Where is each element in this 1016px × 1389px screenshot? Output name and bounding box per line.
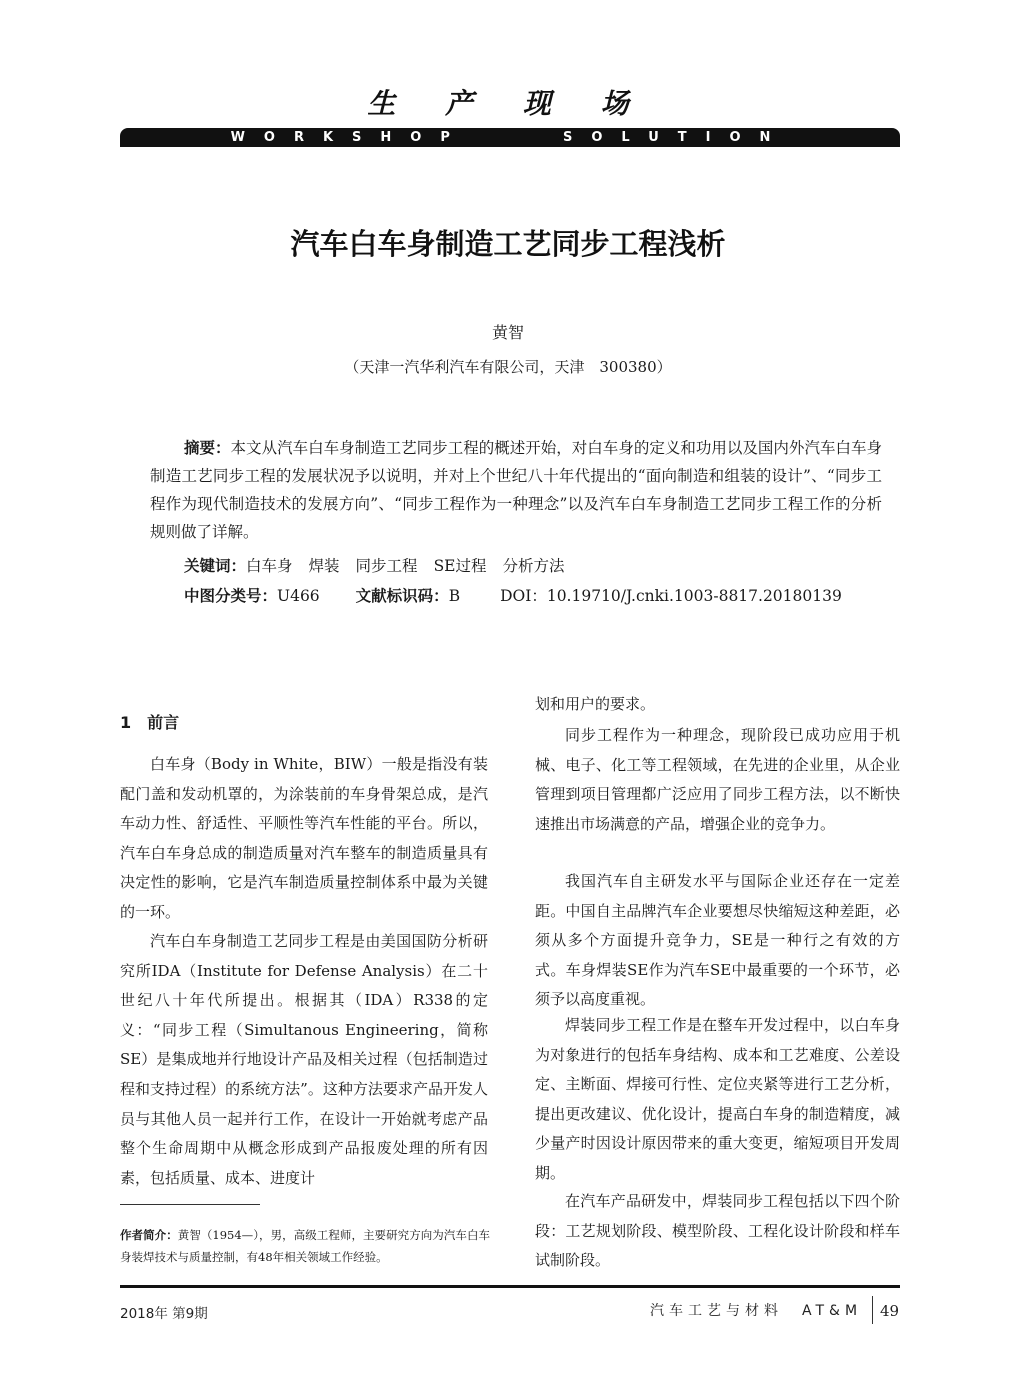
body-paragraph: 在汽车产品研发中，焊装同步工程包括以下四个阶段：工艺规划阶段、模型阶段、工程化设计阶段和样车试制阶段。 [535,1192,900,1270]
affiliation: （天津一汽华利汽车有限公司，天津 300380） [344,358,672,376]
abstract [150,434,882,546]
abstract-label: 摘要： [184,439,231,457]
body-paragraph: 同步工程作为一种理念，现阶段已成功应用于机械、电子、化工等工程领域，在先进的企业里，从企业管理到项目管理都广泛应用了同步工程方法，以不断快速推出市场满意的产品，增强企业的竞争力。 [535,726,900,833]
doccode-value: B [448,587,461,605]
keyword: 白车身 [246,557,293,575]
footnote-text: 黄智（1954—），男，高级工程师，主要研究方向为汽车白车身装焊技术与质量控制，有48年相关领域工作经验。 [120,1228,491,1264]
section-banner: WORKSHOP SOLUTION [120,128,900,147]
body-paragraph: 汽车白车身制造工艺同步工程是由美国国防分析研究所IDA（Institute for Defense Analysis）在二十世纪八十年代所提出。根据其（IDA）R338的定义：“同步工程（Simultanous Engineering，简称SE）是集成地并行地设计产品及相关过程（包括制造过程和支持过程）的系统方法”。这种方法要求产品开发人员与其他人员一起并行工作，在设计一开始就考虑产品整个生命周期中从概念形成到产品报废处理的所有因素，包括质量、成本、进度计 [120,932,488,1187]
section-header: 生 产 现 场 [367,87,649,120]
keyword: 焊装 [308,557,340,575]
page-number: 49 [880,1302,900,1320]
footer-rule [120,1285,900,1288]
footnote-label: 作者简介： [120,1228,178,1242]
keywords-line [184,554,565,576]
keyword: 同步工程 [355,557,418,575]
author-name: 黄智 [491,323,524,342]
keywords-label: 关键词： [184,557,247,575]
abstract-paragraph [150,434,882,546]
author-footnote [120,1224,490,1268]
clc-value: U466 [277,587,320,605]
doccode-label: 文献标识码： [355,587,449,605]
issue-info: 2018年 第9期 [120,1306,208,1322]
body-paragraph: 我国汽车自主研发水平与国际企业还存在一定差距。中国自主品牌汽车企业要想尽快缩短这种差距，必须从多个方面提升竞争力，SE是一种行之有效的方式。车身焊装SE作为汽车SE中最重要的一个环节，必须予以高度重视。 [535,872,900,1009]
doi: DOI：10.19710/J.cnki.1003-8817.20180139 [500,587,842,605]
keyword: 分析方法 [502,557,565,575]
section-heading: 1 前言 [120,713,180,732]
footer-separator [872,1296,873,1324]
article-title: 汽车白车身制造工艺同步工程浅析 [290,227,726,261]
body-paragraph: 白车身（Body in White，BIW）一般是指没有装配门盖和发动机罩的，为涂装前的车身骨架总成，是汽车动力性、舒适性、平顺性等汽车性能的平台。所以，汽车白车身总成的制造质量对汽车整车的制造质量具有决定性的影响，它是汽车制造质量控制体系中最为关键的一环。 [120,755,488,921]
clc-label: 中图分类号： [184,587,278,605]
classification-line [184,584,842,606]
abstract-text: 本文从汽车白车身制造工艺同步工程的概述开始，对白车身的定义和功用以及国内外汽车白车身制造工艺同步工程的发展状况予以说明，并对上个世纪八十年代提出的“面向制造和组装的设计”、“同步工程作为现代制造技术的发展方向”、“同步工程作为一种理念”以及汽车白车身制造工艺同步工程工作的分析规则做了详解。 [150,439,882,541]
journal-name: 汽车工艺与材料 AT&M [650,1303,863,1319]
body-paragraph-continued: 划和用户的要求。 [535,695,656,713]
footnote-rule [120,1204,260,1205]
body-paragraph: 焊装同步工程工作是在整车开发过程中，以白车身为对象进行的包括车身结构、成本和工艺难度、公差设定、主断面、焊接可行性、定位夹紧等进行工艺分析，提出更改建议、优化设计，提高白车身的制造精度，减少量产时因设计原因带来的重大变更，缩短项目开发周期。 [535,1016,900,1182]
keyword: SE过程 [433,557,487,575]
